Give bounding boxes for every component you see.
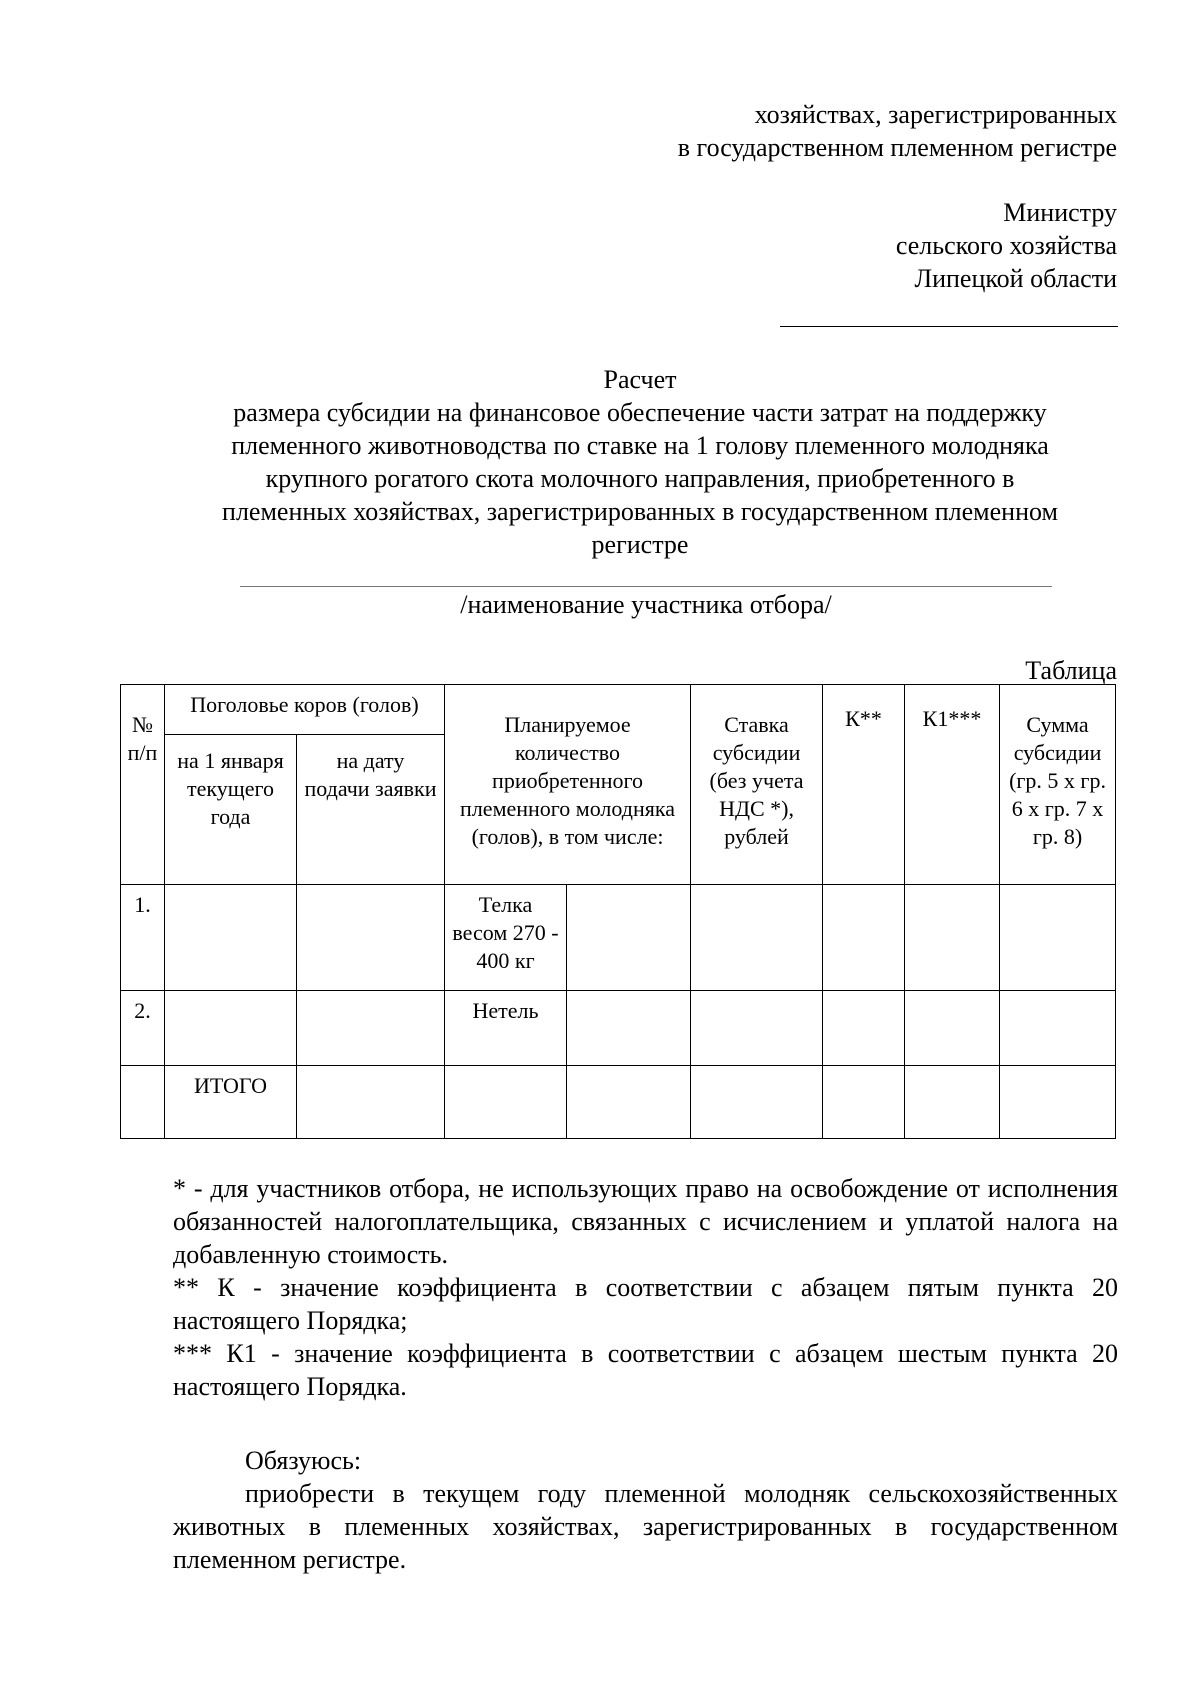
header-continuation bbox=[678, 98, 1117, 164]
title-line: регистре bbox=[591, 530, 689, 559]
header-cows-group: Поголовье коров (голов) bbox=[165, 685, 445, 735]
cell bbox=[823, 885, 905, 991]
footnote: *** К1 - значение коэффициента в соответствии с абзацем шестым пункта 20 настоящего Порядка. bbox=[173, 1339, 1118, 1401]
title-line: Расчет bbox=[603, 365, 677, 394]
header-cows-jan: на 1 января текущего года bbox=[165, 735, 297, 885]
pledge-heading: Обязуюсь: bbox=[245, 1446, 362, 1475]
footnote: ** К - значение коэффициента в соответствии с абзацем пятым пункта 20 настоящего Порядка; bbox=[173, 1273, 1118, 1335]
animal-type-cell: Нетель bbox=[445, 991, 567, 1066]
title-line: племенного животноводства по ставке на 1 голову племенного молодняка bbox=[231, 431, 1049, 460]
cell bbox=[1000, 1066, 1116, 1139]
cell bbox=[823, 1066, 905, 1139]
cell bbox=[567, 991, 691, 1066]
addressee-block bbox=[896, 196, 1117, 295]
header-cows-app: на дату подачи заявки bbox=[297, 735, 445, 885]
addressee-line: Министру bbox=[1003, 198, 1117, 227]
cell bbox=[691, 1066, 823, 1139]
footnote: * - для участников отбора, не использующих право на освобождение от исполнения обязанностей налогоплательщика, связанных с исчислением и уплатой налога на добавленную стоимость. bbox=[173, 1174, 1118, 1269]
cell bbox=[297, 885, 445, 991]
row-num-cell: 2. bbox=[121, 991, 165, 1066]
header-k1: К1*** bbox=[905, 685, 1000, 885]
total-label: ИТОГО bbox=[165, 1066, 297, 1139]
cell bbox=[567, 885, 691, 991]
cell bbox=[567, 1066, 691, 1139]
header-k: К** bbox=[823, 685, 905, 885]
header-line: хозяйствах, зарегистрированных bbox=[754, 100, 1117, 129]
header-planned: Планируемое количество приобретенного племенного молодняка (голов), в том числе: bbox=[445, 685, 691, 885]
title-line: крупного рогатого скота молочного направления, приобретенного в bbox=[265, 464, 1015, 493]
pledge-section bbox=[173, 1444, 1118, 1576]
pledge-text: приобрести в текущем году племенной молодняк сельскохозяйственных животных в племенных хозяйствах, зарегистрированных в государственном племенном регистре. bbox=[173, 1479, 1118, 1574]
cell bbox=[165, 885, 297, 991]
animal-type-cell: Телка весом 270 - 400 кг bbox=[445, 885, 567, 991]
header-sum: Сумма субсидии (гр. 5 х гр. 6 х гр. 7 х гр. 8) bbox=[1000, 685, 1116, 885]
addressee-line: сельского хозяйства bbox=[895, 231, 1117, 260]
table-row bbox=[121, 885, 1116, 991]
document-title bbox=[160, 363, 1120, 561]
cell bbox=[165, 991, 297, 1066]
header-line: в государственном племенном регистре bbox=[677, 133, 1117, 162]
header-num: № п/п bbox=[121, 685, 165, 885]
title-line: размера субсидии на финансовое обеспечение части затрат на поддержку bbox=[233, 398, 1047, 427]
footnotes bbox=[173, 1172, 1118, 1403]
cell bbox=[691, 991, 823, 1066]
cell bbox=[297, 991, 445, 1066]
cell bbox=[121, 1066, 165, 1139]
cell bbox=[905, 1066, 1000, 1139]
cell bbox=[445, 1066, 567, 1139]
cell bbox=[691, 885, 823, 991]
table-row bbox=[121, 991, 1116, 1066]
signature-blank-line bbox=[780, 326, 1118, 327]
addressee-line: Липецкой области bbox=[914, 264, 1117, 293]
cell bbox=[1000, 885, 1116, 991]
participant-caption: /наименование участника отбора/ bbox=[460, 590, 832, 619]
cell bbox=[297, 1066, 445, 1139]
table-label: Таблица bbox=[1025, 656, 1117, 685]
title-line: племенных хозяйствах, зарегистрированных в государственном племенном bbox=[222, 497, 1058, 526]
total-row bbox=[121, 1066, 1116, 1139]
header-rate: Ставка субсидии (без учета НДС *), рублей bbox=[691, 685, 823, 885]
cell bbox=[823, 991, 905, 1066]
cell bbox=[905, 885, 1000, 991]
row-num-cell: 1. bbox=[121, 885, 165, 991]
participant-name-line bbox=[240, 586, 1052, 587]
subsidy-table bbox=[120, 684, 1116, 1139]
cell bbox=[1000, 991, 1116, 1066]
cell bbox=[905, 991, 1000, 1066]
